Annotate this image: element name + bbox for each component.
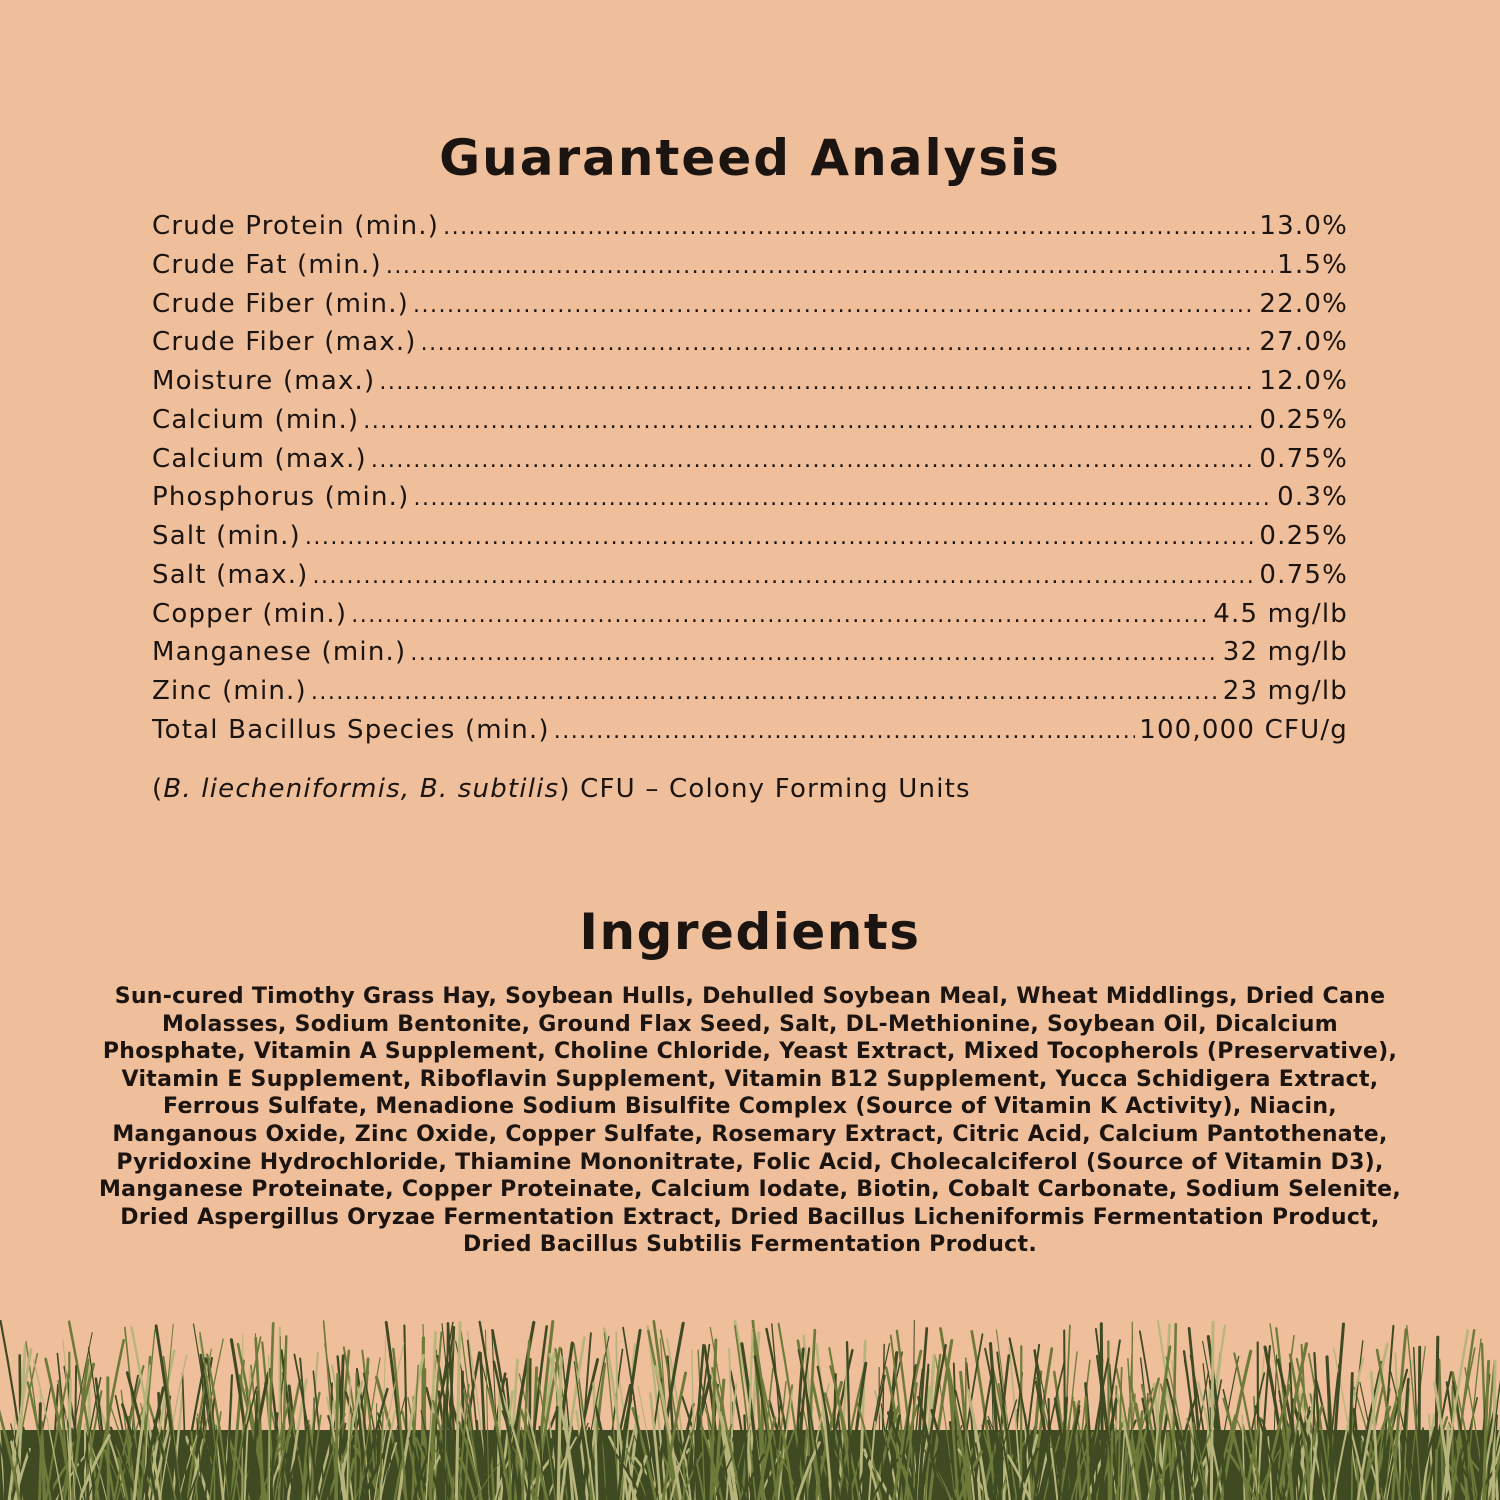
dot-leader bbox=[410, 641, 1218, 666]
dot-leader bbox=[413, 293, 1255, 318]
ingredients-line: Molasses, Sodium Bentonite, Ground Flax Seed, Salt, DL-Methionine, Soybean Oil, Dicalcium bbox=[162, 1011, 1338, 1037]
grass-border-image bbox=[0, 1320, 1500, 1500]
nutrient-name: Moisture (max.) bbox=[152, 366, 376, 396]
analysis-row bbox=[152, 637, 1348, 676]
footnote-rest: ) CFU – Colony Forming Units bbox=[559, 774, 971, 804]
nutrient-amount: 0.75% bbox=[1259, 559, 1348, 590]
grass-blade bbox=[1311, 1434, 1312, 1500]
ingredients-title: Ingredients bbox=[579, 903, 921, 961]
analysis-row bbox=[152, 405, 1348, 444]
nutrient-name: Crude Fiber (min.) bbox=[152, 288, 410, 319]
dot-leader bbox=[413, 486, 1273, 511]
nutrient-amount: 100,000 CFU/g bbox=[1139, 714, 1348, 745]
analysis-row bbox=[152, 482, 1348, 521]
dot-leader bbox=[313, 564, 1256, 589]
grass-blade bbox=[1049, 1399, 1050, 1500]
footnote-species-1: B. liecheniformis, bbox=[163, 774, 411, 804]
dot-leader bbox=[554, 719, 1135, 744]
dot-leader bbox=[443, 215, 1255, 240]
nutrient-amount: 0.25% bbox=[1259, 404, 1348, 435]
analysis-row bbox=[152, 676, 1348, 715]
analysis-list bbox=[152, 211, 1348, 754]
nutrient-name: Crude Protein (min.) bbox=[152, 211, 440, 241]
dot-leader bbox=[363, 409, 1255, 434]
nutrient-name: Salt (min.) bbox=[152, 521, 301, 551]
dot-leader bbox=[351, 603, 1209, 628]
dot-leader bbox=[386, 254, 1273, 279]
nutrient-amount: 0.75% bbox=[1259, 443, 1348, 474]
grass-blade bbox=[355, 1373, 356, 1500]
ingredients-text bbox=[90, 983, 1410, 1259]
nutrient-amount: 0.25% bbox=[1259, 521, 1348, 551]
analysis-row bbox=[152, 560, 1348, 599]
nutrient-name: Zinc (min.) bbox=[152, 676, 307, 706]
ingredients-line: Sun-cured Timothy Grass Hay, Soybean Hulls, Dehulled Soybean Meal, Wheat Middlings, Dried Cane bbox=[114, 984, 1386, 1009]
dot-leader bbox=[421, 331, 1256, 356]
analysis-row bbox=[152, 250, 1348, 289]
nutrient-name: Crude Fiber (max.) bbox=[152, 327, 417, 358]
nutrient-name: Phosphorus (min.) bbox=[152, 482, 410, 513]
nutrient-name: Crude Fat (min.) bbox=[152, 249, 382, 280]
nutrient-amount: 22.0% bbox=[1259, 288, 1348, 319]
nutrient-name: Calcium (min.) bbox=[152, 404, 360, 435]
ingredients-line: Manganese Proteinate, Copper Proteinate, Calcium Iodate, Biotin, Cobalt Carbonate, Sodium Selenite, bbox=[98, 1177, 1401, 1203]
nutrient-amount: 0.3% bbox=[1277, 482, 1348, 513]
ingredients-line: Vitamin E Supplement, Riboflavin Supplement, Vitamin B12 Supplement, Yucca Schidigera Extract, bbox=[121, 1066, 1379, 1092]
analysis-row bbox=[152, 444, 1348, 483]
nutrient-name: Manganese (min.) bbox=[152, 637, 407, 668]
ingredients-line: Ferrous Sulfate, Menadione Sodium Bisulfite Complex (Source of Vitamin K Activity), Niacin, bbox=[163, 1094, 1337, 1120]
ingredients-line: Dried Aspergillus Oryzae Fermentation Extract, Dried Bacillus Licheniformis Fermentation Product, bbox=[120, 1204, 1380, 1230]
grass-blade bbox=[1211, 1322, 1213, 1500]
ingredients-line: Manganous Oxide, Zinc Oxide, Copper Sulfate, Rosemary Extract, Citric Acid, Calcium Pantothenate, bbox=[112, 1121, 1388, 1147]
analysis-row bbox=[152, 327, 1348, 366]
grass-blade bbox=[1436, 1450, 1437, 1500]
nutrient-amount: 1.5% bbox=[1277, 249, 1348, 280]
nutrient-amount: 27.0% bbox=[1259, 327, 1348, 358]
dot-leader bbox=[305, 525, 1255, 550]
cfu-footnote bbox=[152, 774, 971, 804]
analysis-row bbox=[152, 715, 1348, 754]
analysis-row bbox=[152, 366, 1348, 405]
nutrient-amount: 4.5 mg/lb bbox=[1213, 598, 1348, 629]
nutrient-name: Copper (min.) bbox=[152, 598, 348, 629]
dot-leader bbox=[371, 448, 1255, 473]
dot-leader bbox=[311, 680, 1219, 705]
ingredients-line: Phosphate, Vitamin A Supplement, Choline Chloride, Yeast Extract, Mixed Tocopherols (Preservative), bbox=[102, 1039, 1398, 1065]
nutrient-name: Total Bacillus Species (min.) bbox=[152, 714, 550, 745]
nutrient-amount: 23 mg/lb bbox=[1222, 676, 1348, 706]
analysis-row bbox=[152, 521, 1348, 560]
dot-leader bbox=[379, 370, 1255, 395]
guaranteed-analysis-title: Guaranteed Analysis bbox=[439, 129, 1061, 187]
footnote-species-2: B. subtilis bbox=[419, 774, 560, 804]
nutrient-name: Calcium (max.) bbox=[152, 443, 367, 474]
analysis-row bbox=[152, 599, 1348, 638]
nutrient-amount: 13.0% bbox=[1259, 211, 1348, 241]
grass-blade bbox=[529, 1359, 530, 1500]
grass-blade bbox=[1108, 1342, 1109, 1500]
nutrient-amount: 32 mg/lb bbox=[1222, 637, 1348, 668]
ingredients-line: Pyridoxine Hydrochloride, Thiamine Mononitrate, Folic Acid, Cholecalciferol (Source of Vitamin D3), bbox=[116, 1149, 1384, 1175]
analysis-row bbox=[152, 289, 1348, 328]
footnote-open-paren: ( bbox=[152, 774, 164, 804]
nutrient-name: Salt (max.) bbox=[152, 559, 309, 590]
ingredients-line: Dried Bacillus Subtilis Fermentation Product. bbox=[462, 1232, 1037, 1258]
grass-blade bbox=[269, 1355, 270, 1500]
analysis-row bbox=[152, 211, 1348, 250]
grass-blade bbox=[1111, 1432, 1112, 1500]
nutrient-amount: 12.0% bbox=[1259, 366, 1348, 396]
